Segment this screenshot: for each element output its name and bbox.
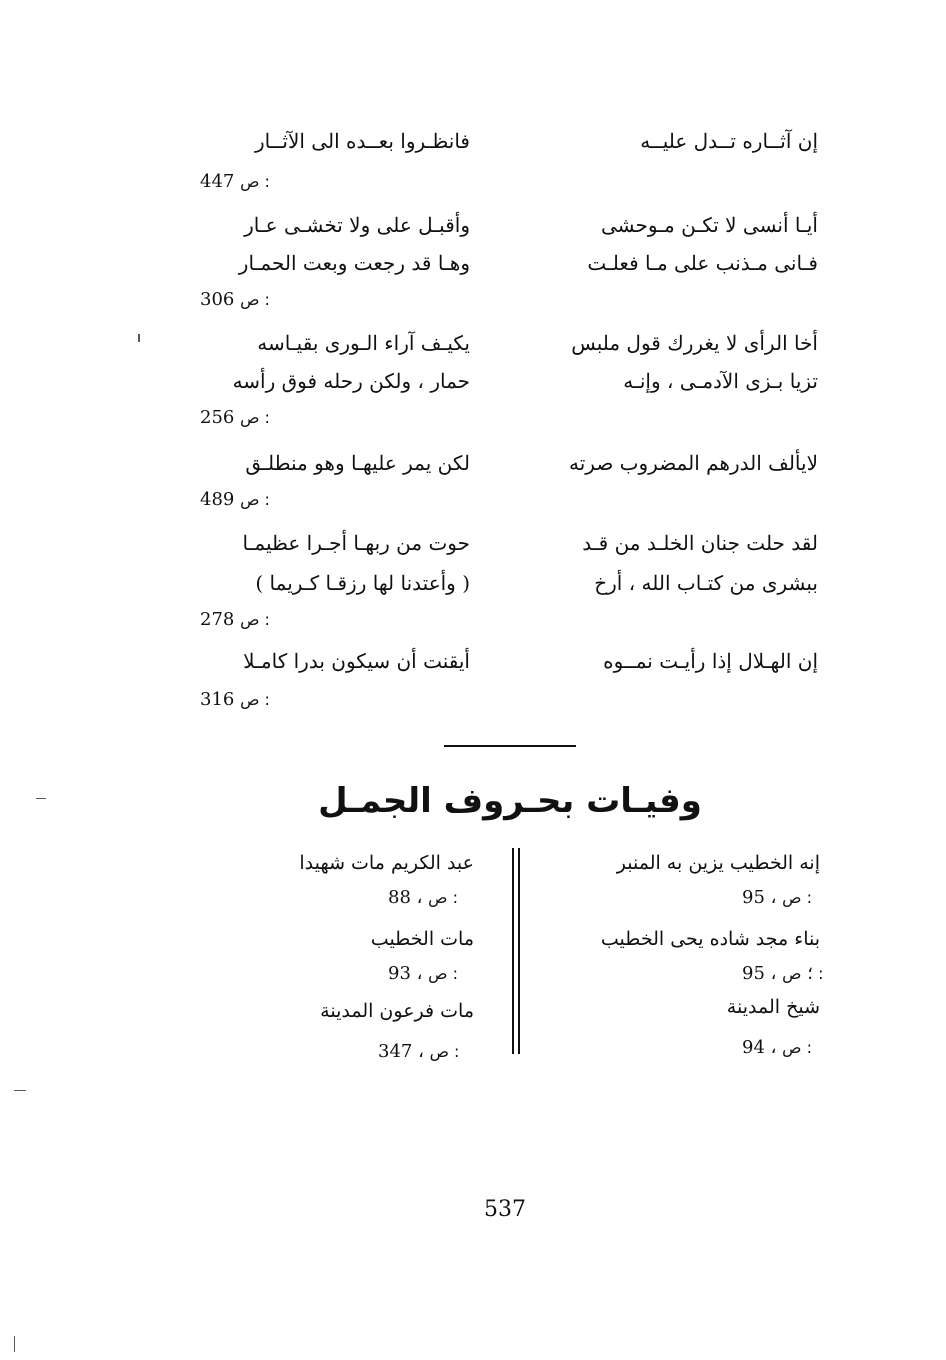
page-ref-label: ص :	[429, 1042, 460, 1061]
page-ref-label: ص :	[240, 408, 270, 427]
verse-3-hemistich-right-a: أخا الرأى لا يغررك قول ملبس	[571, 331, 818, 355]
page-ref-label: ص :	[782, 1038, 812, 1057]
verse-3-page-ref	[200, 406, 270, 430]
wafayat-right-entry-2: بناء مجد شاده يحى الخطيب	[600, 928, 820, 950]
page-ref-label: ص :	[240, 690, 270, 709]
verse-5-hemistich-left-a: حوت من ربهـا أجـرا عظيمـا	[242, 531, 470, 555]
scan-speck	[36, 798, 46, 799]
scan-speck	[14, 1090, 26, 1091]
verse-2-hemistich-left-a: وأقبـل على ولا تخشـى عـار	[244, 213, 470, 237]
verse-5-page-ref	[200, 608, 270, 632]
page-ref-value: 278	[200, 609, 235, 630]
verse-4-hemistich-right: لايألف الدرهم المضروب صرته	[569, 451, 818, 475]
verse-2-page-ref	[200, 288, 270, 312]
page-ref-label: ص :	[240, 610, 270, 629]
page-ref-value: 447	[200, 171, 235, 192]
page-ref-value: 347 ،	[378, 1041, 424, 1062]
verse-3-hemistich-right-b: تزيا بـزى الآدمـى ، وإنـه	[623, 369, 818, 393]
verse-4-page-ref	[200, 488, 270, 512]
wafayat-left-ref-3	[378, 1040, 459, 1064]
page-ref-value: 88 ،	[388, 887, 423, 908]
wafayat-right-ref-2	[742, 962, 823, 986]
page-ref-label: ص :	[428, 888, 458, 907]
verse-6-hemistich-left: أيقنت أن سيكون بدرا كامـلا	[243, 649, 470, 673]
verse-1-page-ref	[200, 170, 270, 194]
wafayat-right-ref-1	[742, 886, 812, 910]
page-ref-value: 256	[200, 407, 235, 428]
section-divider	[444, 745, 576, 747]
wafayat-left-ref-1	[388, 886, 458, 910]
verse-5-hemistich-right-a: لقد حلت جنان الخلـد من قـد	[582, 531, 818, 555]
wafayat-right-entry-3: شيخ المدينة	[726, 996, 820, 1018]
page-ref-value: 306	[200, 289, 235, 310]
verse-5-hemistich-left-b: ( وأعتدنا لها رزقـا كـريما )	[255, 571, 470, 595]
verse-5-hemistich-right-b: ببشرى من كتـاب الله ، أرخ	[594, 571, 818, 595]
page-ref-label: ص :	[428, 964, 458, 983]
column-divider-line	[512, 848, 514, 1054]
page-ref-label: ص :	[782, 888, 812, 907]
scan-speck	[138, 334, 140, 342]
page-ref-label: ص :	[782, 964, 824, 983]
page-ref-label: ص :	[240, 490, 270, 509]
verse-6-hemistich-right: إن الهـلال إذا رأيـت نمــوه	[603, 649, 818, 673]
page-number: 537	[484, 1197, 526, 1222]
page-ref-value: 95 ،	[742, 887, 777, 908]
verse-3-hemistich-left-a: يكيـف آراء الـورى بقيـاسه	[257, 331, 470, 355]
page-ref-label: ص :	[240, 290, 270, 309]
page-ref-value: 316	[200, 689, 235, 710]
wafayat-left-entry-3: مات فرعون المدينة	[320, 1000, 474, 1022]
verse-1-hemistich-right: إن آثــاره تــدل عليــه	[640, 129, 818, 153]
column-divider-line	[518, 848, 520, 1054]
wafayat-right-ref-3	[742, 1036, 812, 1060]
wafayat-right-entry-1: إنه الخطيب يزين به المنبر	[616, 852, 820, 874]
verse-1-hemistich-left: فانظـروا بعــده الى الآثــار	[254, 129, 470, 153]
section-heading: وفيـات بحـروف الجمـل	[318, 781, 702, 821]
verse-6-page-ref	[200, 688, 270, 712]
scan-speck	[14, 1336, 15, 1352]
page-ref-value: 94 ،	[742, 1037, 777, 1058]
page-ref-value: 95 ، ؛	[742, 963, 813, 984]
verse-3-hemistich-left-b: حمار ، ولكن رحله فوق رأسه	[232, 369, 470, 393]
verse-4-hemistich-left: لكن يمر عليهـا وهو منطلـق	[245, 451, 470, 475]
page-ref-label: ص :	[240, 172, 270, 191]
verse-2-hemistich-right-a: أيـا أنسى لا تكـن مـوحشى	[600, 213, 818, 237]
wafayat-left-ref-2	[388, 962, 458, 986]
verse-2-hemistich-left-b: وهـا قد رجعت وبعت الحمـار	[238, 251, 470, 275]
page-ref-value: 489	[200, 489, 235, 510]
verse-2-hemistich-right-b: فـانى مـذنب على مـا فعلـت	[587, 251, 818, 275]
page-ref-value: 93 ،	[388, 963, 423, 984]
wafayat-left-entry-2: مات الخطيب	[370, 928, 474, 950]
wafayat-left-entry-1: عبد الكريم مات شهيدا	[299, 852, 474, 874]
